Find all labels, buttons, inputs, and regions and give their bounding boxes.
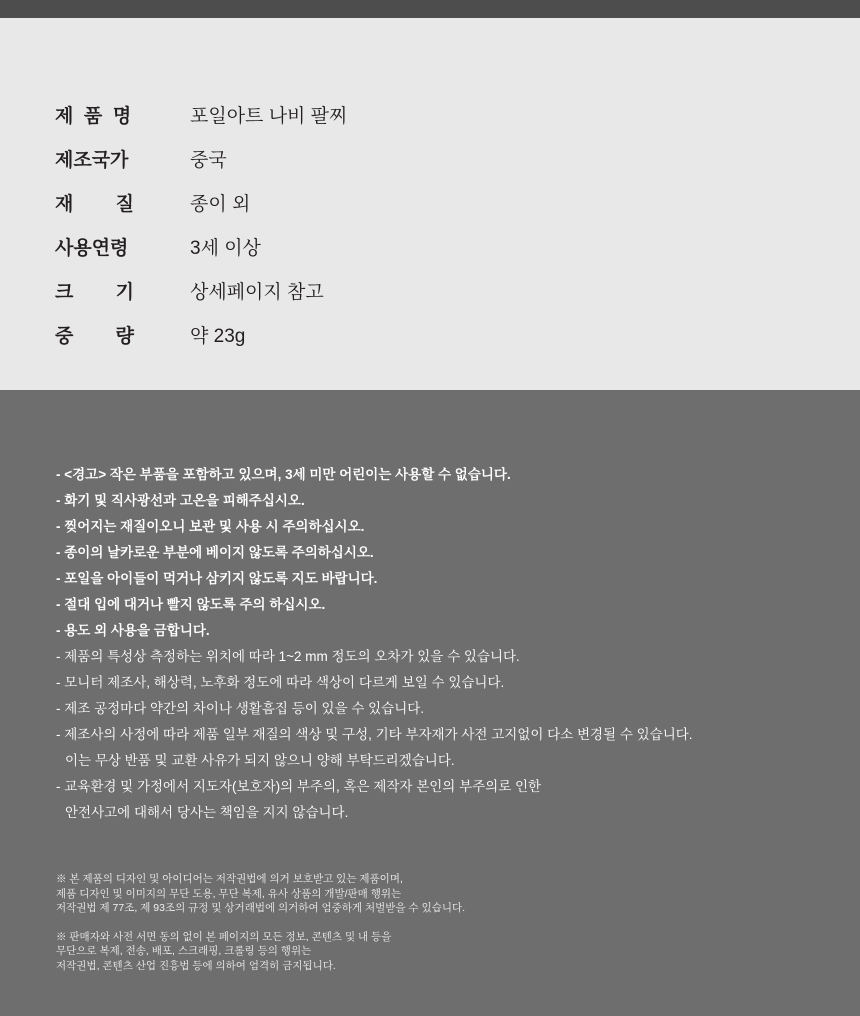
spec-label: 제 품 명 [55,105,132,127]
spec-value: 약 23g [190,325,246,347]
footnote-line: 무단으로 복제, 전송, 배포, 스크래핑, 크롤링 등의 행위는 [56,945,312,957]
notice-item: - 제조사의 사정에 따라 제품 일부 재질의 색상 및 구성, 기타 부자재가 사전 고지없이 다소 변경될 수 있습니다. [56,727,693,742]
spec-label: 사용연령 [55,237,129,259]
table-row [55,312,347,356]
spec-value: 상세페이지 참고 [190,281,324,303]
footnote-group [56,872,816,916]
spec-value: 종이 외 [190,193,251,215]
notice-item: - 포일을 아이들이 먹거나 삼키지 않도록 지도 바랍니다. [56,571,378,586]
table-row [55,224,347,268]
notice-item: - 종이의 날카로운 부분에 베이지 않도록 주의하십시오. [56,545,374,560]
notice-section [0,390,860,1016]
table-row [55,136,347,180]
table-row [55,268,347,312]
footnote-line: ※ 본 제품의 디자인 및 아이디어는 저작권법에 의거 보호받고 있는 제품이며, [56,873,403,885]
product-spec-section [0,18,860,390]
table-row [55,180,347,224]
notice-item: - 절대 입에 대거나 빨지 않도록 주의 하십시오. [56,597,326,612]
spec-label: 제조국가 [55,149,129,171]
notice-item: - <경고> 작은 부품을 포함하고 있으며, 3세 미만 어린이는 사용할 수 없습니다. [56,467,511,482]
table-row [55,92,347,136]
spec-label: 크 기 [55,281,134,303]
notice-list [56,462,816,826]
footnote-group [56,930,816,974]
product-spec-table [55,92,347,356]
notice-item: - 찢어지는 재질이오니 보관 및 사용 시 주의하십시오. [56,519,365,534]
notice-item: - 교육환경 및 가정에서 지도자(보호자)의 부주의, 혹은 제작자 본인의 부주의로 인한 [56,779,542,794]
notice-item: - 제조 공정마다 약간의 차이나 생활흠집 등이 있을 수 있습니다. [56,701,425,716]
spec-value: 포일아트 나비 팔찌 [190,105,348,127]
notice-item: - 화기 및 직사광선과 고온을 피해주십시오. [56,493,305,508]
spec-value: 3세 이상 [190,237,261,259]
notice-item-continued: 이는 무상 반품 및 교환 사유가 되지 않으니 양해 부탁드리겠습니다. [65,753,455,768]
notice-item: - 용도 외 사용을 금합니다. [56,623,210,638]
spec-label: 재 질 [55,193,134,215]
spec-label: 중 량 [55,325,134,347]
footnote-line: 저작권법 제 77조, 제 93조의 규정 및 상거래법에 의거하여 엄중하게 처벌받을 수 있습니다. [56,902,466,914]
notice-item: - 모니터 제조사, 해상력, 노후화 정도에 따라 색상이 다르게 보일 수 있습니다. [56,675,505,690]
footnote-line: ※ 판매자와 사전 서면 동의 없이 본 페이지의 모든 정보, 콘텐츠 및 내 등을 [56,930,392,943]
footnote-line: 제품 디자인 및 이미지의 무단 도용, 무단 복제, 유사 상품의 개발/판매 행위는 [56,887,402,900]
top-divider-bar [0,0,860,18]
copyright-footnotes [56,872,816,987]
notice-item: - 제품의 특성상 측정하는 위치에 따라 1~2 mm 정도의 오차가 있을 수 있습니다. [56,649,520,664]
notice-item-continued: 안전사고에 대해서 당사는 책임을 지지 않습니다. [65,805,349,820]
spec-value: 중국 [190,149,227,171]
footnote-line: 저작권법, 콘텐츠 산업 진흥법 등에 의하여 엄격히 금지됩니다. [56,959,336,972]
